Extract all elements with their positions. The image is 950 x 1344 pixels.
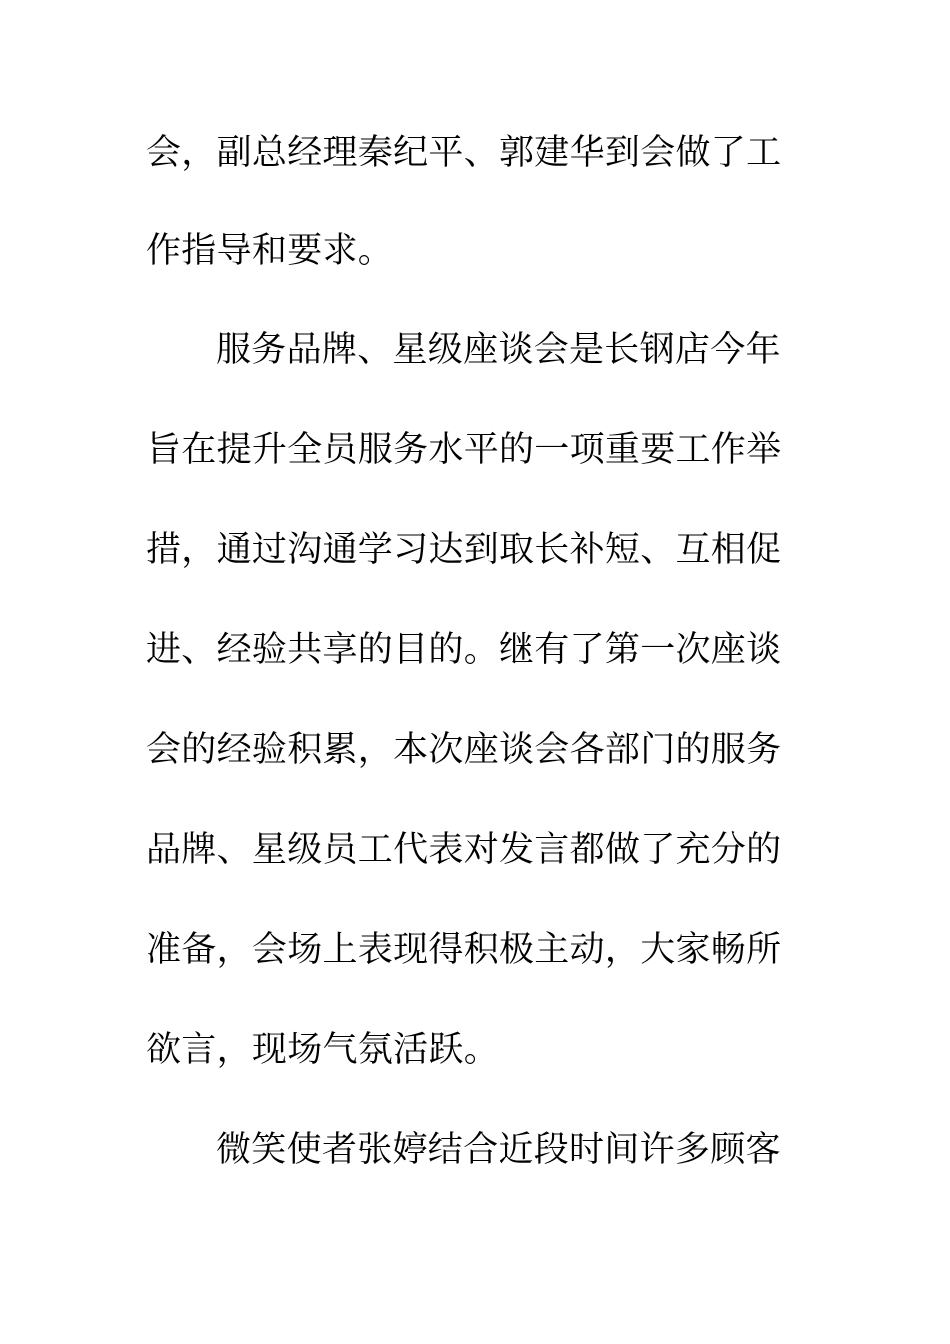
text-line: 进、经验共享的目的。继有了第一次座谈 bbox=[146, 630, 782, 670]
paragraph-first-line: 服务品牌、星级座谈会是长钢店今年 bbox=[216, 330, 781, 370]
text-line: 品牌、星级员工代表对发言都做了充分的 bbox=[146, 830, 782, 870]
text-line: 措，通过沟通学习达到取长补短、互相促 bbox=[146, 530, 782, 570]
text-line: 作指导和要求。 bbox=[146, 231, 394, 271]
text-line: 准备，会场上表现得积极主动，大家畅所 bbox=[146, 930, 782, 970]
text-line: 会，副总经理秦纪平、郭建华到会做了工 bbox=[146, 133, 782, 173]
text-line: 会的经验积累，本次座谈会各部门的服务 bbox=[146, 730, 782, 770]
text-line: 欲言，现场气氛活跃。 bbox=[146, 1030, 500, 1070]
paragraph-first-line: 微笑使者张婷结合近段时间许多顾客 bbox=[216, 1130, 781, 1170]
text-line: 旨在提升全员服务水平的一项重要工作举 bbox=[146, 430, 782, 470]
